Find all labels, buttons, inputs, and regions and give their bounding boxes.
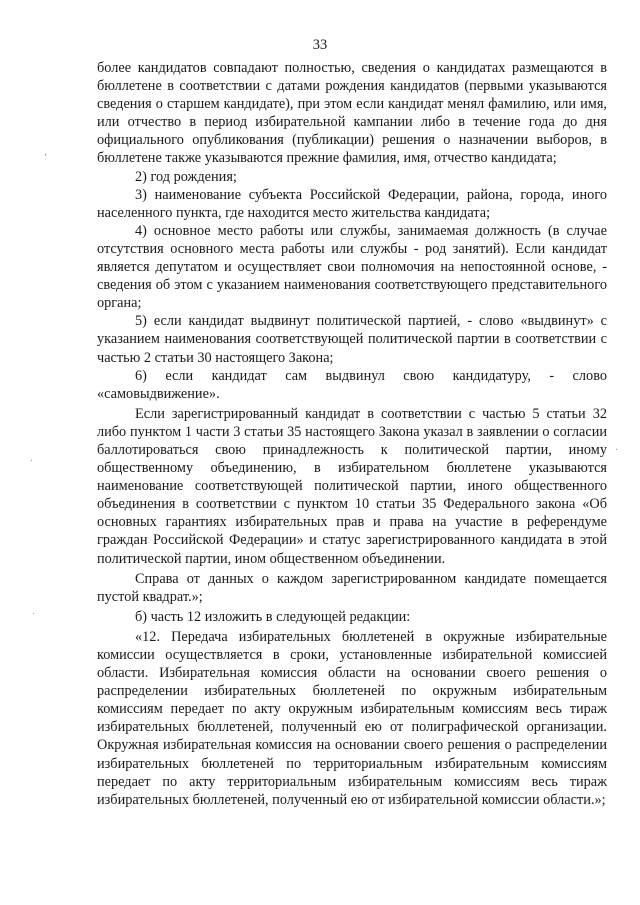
paragraph-continued: более кандидатов совпадают полностью, сведения о кандидатах размещаются в бюллетене в соответствии с датами рождения кандидатов (первыми указываются сведения о старшем кандидате), при этом если кандидат менял фамилию, или имя, или отчество в период избирательной кампании либо в течение года до дня официального опубликования (публикации) решения о назначении выборов, в бюллетене также указываются прежние фамилия, имя, отчество кандидата; [97, 60, 607, 167]
document-body [97, 59, 607, 809]
list-item-workplace: 4) основное место работы или службы, занимаемая должность (в случае отсутствия основного места работы или службы - род занятий). Если кандидат является депутатом и осуществляет свои полномочия на непостоянной основе, - сведения об этом с указанием наименования соответствующего представительного органа; [97, 222, 607, 312]
margin-speck: · [30, 456, 34, 467]
list-item-region: 3) наименование субъекта Российской Федерации, района, города, иного населенного пункта, где находится место жительства кандидата; [97, 186, 607, 221]
margin-speck: , [44, 147, 48, 158]
paragraph-amendment-part-12: б) часть 12 изложить в следующей редакции: [135, 608, 411, 625]
paragraph-empty-square: Справа от данных о каждом зарегистрированном кандидате помещается пустой квадрат.»; [97, 570, 607, 605]
paragraph-ballot-transfer: «12. Передача избирательных бюллетеней в окружные избирательные комиссии осуществляется в сроки, установленные избирательной комиссией области. Избирательная комиссия области на основании своего решения о распределении избирательных бюллетеней по окружным избирательным комиссиям передает по акту окружным избирательным комиссиям весь тираж избирательных бюллетеней, полученный ею от полиграфической организации. Окружная избирательная комиссия на основании своего решения о распределении избирательных бюллетеней по территориальным избирательным комиссиям передает по акту территориальным избирательным комиссиям весь тираж избирательных бюллетеней, полученный ею от избирательной комиссии области.»; [97, 628, 607, 808]
margin-speck: · [615, 445, 619, 456]
page-number: 33 [312, 37, 328, 53]
list-item-party: 5) если кандидат выдвинут политической партией, - слово «выдвинут» с указанием наименования соответствующей политической партии в соответствии с частью 2 статьи 30 настоящего Закона; [97, 313, 607, 366]
list-item-birth-year: 2) год рождения; [135, 168, 237, 185]
paragraph-party-affiliation: Если зарегистрированный кандидат в соответствии с частью 5 статьи 32 либо пунктом 1 части 3 статьи 35 настоящего Закона указал в заявлении о согласии баллотироваться свою принадлежность к политической партии, иному общественному объединению, в избирательном бюллетене указываются наименование соответствующей политической партии, иного общественного объединения в соответствии с пунктом 10 статьи 35 Федерального закона «Об основных гарантиях избирательных прав и права на участие в референдуме граждан Российской Федерации» и статус зарегистрированного кандидата в этой политической партии, ином общественном объединении. [97, 405, 607, 567]
list-item-self-nomination: 6) если кандидат сам выдвинул свою кандидатуру, - слово «самовыдвижение». [97, 367, 607, 402]
margin-speck: · [32, 609, 36, 620]
